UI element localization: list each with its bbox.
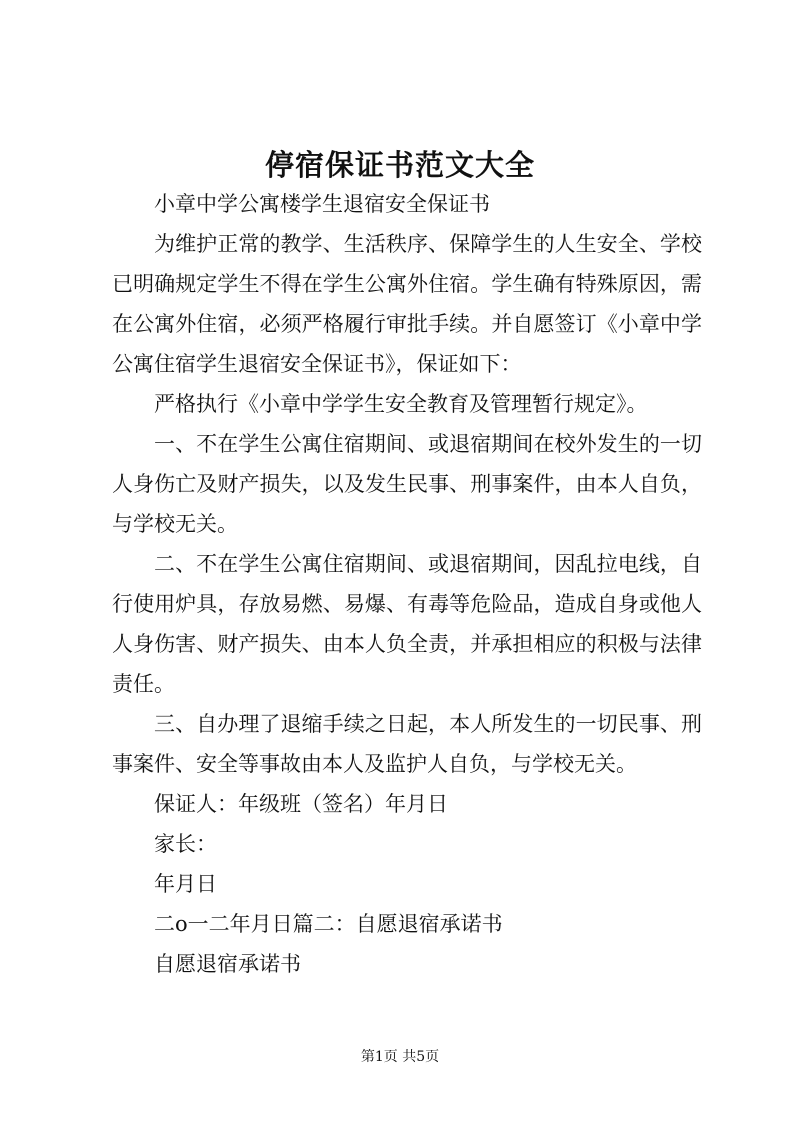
paragraph-subtitle: 小章中学公寓楼学生退宿安全保证书 xyxy=(154,192,490,216)
paragraph-guarantor: 保证人：年级班（签名）年月日 xyxy=(154,792,448,816)
page-number: 第1页 共5页 xyxy=(360,1049,440,1065)
paragraph-item-3: 三、自办理了退缩手续之日起，本人所发生的一切民事、刑事案件、安全等事故由本人及监护人自负，与学校无关。 xyxy=(112,712,702,776)
paragraph-date: 年月日 xyxy=(154,872,217,896)
paragraph-heading-two: 自愿退宿承诺书 xyxy=(154,952,301,976)
document-body xyxy=(112,184,702,984)
paragraph-parent: 家长： xyxy=(154,832,217,856)
paragraph-part-two: 二o一二年月日篇二：自愿退宿承诺书 xyxy=(154,912,503,936)
paragraph-item-2: 二、不在学生公寓住宿期间、或退宿期间，因乱拉电线，自行使用炉具，存放易燃、易爆、有毒等危险品，造成自身或他人人身伤害、财产损失、由本人负全责，并承担相应的积极与法律责任。 xyxy=(112,552,702,696)
paragraph-intro: 为维护正常的教学、生活秩序、保障学生的人生安全、学校已明确规定学生不得在学生公寓外住宿。学生确有特殊原因，需在公寓外住宿，必须严格履行审批手续。并自愿签订《小章中学公寓住宿学生退宿安全保证书》，保证如下： xyxy=(112,232,702,376)
document-title: 停宿保证书范文大全 xyxy=(264,148,535,182)
paragraph-rule: 严格执行《小章中学学生安全教育及管理暂行规定》。 xyxy=(154,392,648,416)
paragraph-item-1: 一、不在学生公寓住宿期间、或退宿期间在校外发生的一切人身伤亡及财产损失，以及发生民事、刑事案件，由本人自负，与学校无关。 xyxy=(112,432,702,536)
